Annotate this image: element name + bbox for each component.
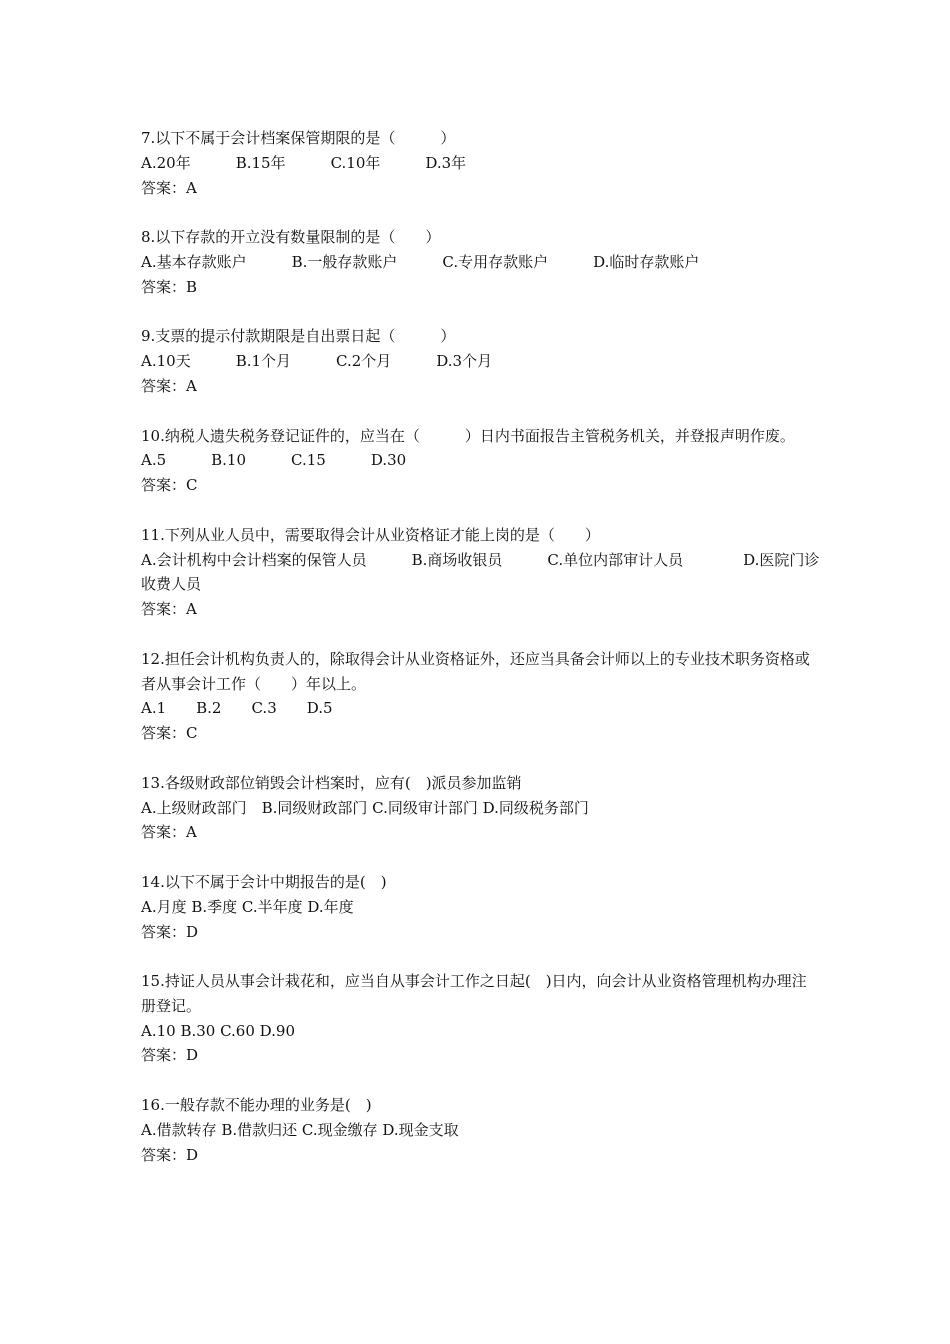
question-13 [141,771,821,845]
question-9 [141,324,821,398]
question-options: A.10天 B.1个月 C.2个月 D.3个月 [141,352,493,371]
question-text: 14.以下不属于会计中期报告的是( ) [141,872,387,891]
question-answer: 答案：D [141,1145,199,1164]
question-12 [141,647,821,746]
question-answer: 答案：A [141,823,197,842]
question-options: A.10 B.30 C.60 D.90 [141,1021,296,1040]
question-text: 15.持证人员从事会计栽花和，应当自从事会计工作之日起( )日内，向会计从业资格管理机构办理注册登记。 [141,972,807,1015]
question-options: A.会计机构中会计档案的保管人员 B.商场收银员 C.单位内部审计人员 D.医院门诊收费人员 [141,550,820,594]
question-11 [141,523,821,622]
question-answer: 答案：B [141,277,198,296]
question-15 [141,969,821,1068]
question-options: A.上级财政部门 B.同级财政部门 C.同级审计部门 D.同级税务部门 [141,798,589,817]
question-7 [141,126,821,200]
question-answer: 答案：C [141,476,198,495]
question-answer: 答案：A [141,178,197,197]
question-text: 9.支票的提示付款期限是自出票日起（ ） [141,327,456,346]
question-text: 16.一般存款不能办理的业务是( ) [141,1096,372,1115]
question-answer: 答案：D [141,1046,199,1065]
question-10 [141,424,821,498]
question-list [141,126,821,1192]
question-text: 10.纳税人遗失税务登记证件的，应当在（ ）日内书面报告主管税务机关，并登报声明作废。 [141,426,795,445]
question-text: 13.各级财政部位销毁会计档案时，应有( )派员参加监销 [141,773,522,792]
question-text: 11.下列从业人员中，需要取得会计从业资格证才能上岗的是（ ） [141,525,600,544]
question-answer: 答案：A [141,600,197,619]
question-options: A.基本存款账户 B.一般存款账户 C.专用存款账户 D.临时存款账户 [141,252,700,271]
question-answer: 答案：D [141,922,199,941]
question-14 [141,870,821,944]
question-options: A.1 B.2 C.3 D.5 [141,699,333,718]
question-8 [141,225,821,299]
question-options: A.5 B.10 C.15 D.30 [141,451,407,470]
question-answer: 答案：A [141,376,197,395]
question-text: 7.以下不属于会计档案保管期限的是（ ） [141,129,456,147]
question-options: A.借款转存 B.借款归还 C.现金缴存 D.现金支取 [141,1120,459,1139]
question-options: A.月度 B.季度 C.半年度 D.年度 [141,897,354,916]
question-text: 12.担任会计机构负责人的，除取得会计从业资格证外，还应当具备会计师以上的专业技术职务资格或者从事会计工作（ ）年以上。 [141,649,810,693]
question-options: A.20年 B.15年 C.10年 D.3年 [141,153,467,172]
question-answer: 答案：C [141,724,198,743]
question-16 [141,1093,821,1167]
question-text: 8.以下存款的开立没有数量限制的是（ ） [141,228,441,247]
